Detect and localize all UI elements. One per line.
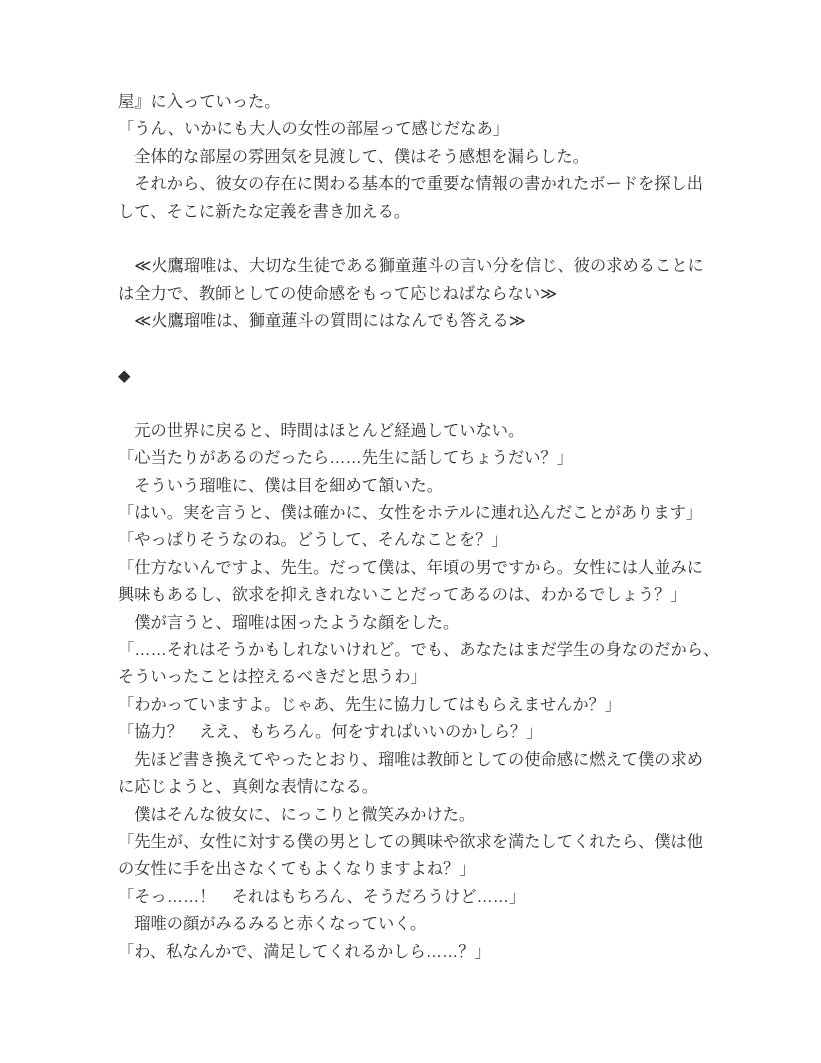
text-line: 元の世界に戻ると、時間はほとんど経過していない。 bbox=[118, 421, 525, 440]
text-line: して、そこに新たな定義を書き加える。 bbox=[118, 202, 411, 221]
page-text-column bbox=[118, 89, 718, 966]
text-line: の女性に手を出さなくてもよくなりますよね？」 bbox=[118, 860, 476, 879]
text-line: ≪火鷹瑠唯は、獅童蓮斗の質問にはなんでも答える≫ bbox=[118, 312, 526, 331]
text-line: は全力で、教師としての使命感をもって応じねばならない≫ bbox=[118, 284, 558, 303]
text-line: そういう瑠唯に、僕は目を細めて頷いた。 bbox=[118, 476, 443, 495]
text-line: 「うん、いかにも大人の女性の部屋って感じだなあ」 bbox=[118, 120, 509, 139]
text-line: 「わかっていますよ。じゃあ、先生に協力してはもらえませんか？」 bbox=[118, 695, 622, 714]
text-line: そういったことは控えるべきだと思うわ」 bbox=[118, 668, 427, 687]
text-line: 先ほど書き換えてやったとおり、瑠唯は教師としての使命感に燃えて僕の求め bbox=[118, 750, 703, 769]
blank-line bbox=[118, 336, 718, 363]
text-line: 瑠唯の顔がみるみると赤くなっていく。 bbox=[118, 915, 427, 934]
text-line: 「そっ……！ それはもちろん、そうだろうけど……」 bbox=[118, 887, 526, 906]
blank-line bbox=[118, 226, 718, 253]
text-line: 僕が言うと、瑠唯は困ったような顔をした。 bbox=[118, 613, 460, 632]
text-line: それから、彼女の存在に関わる基本的で重要な情報の書かれたボードを探し出 bbox=[118, 175, 703, 194]
text-line: 屋』に入っていった。 bbox=[118, 93, 281, 111]
text-line: 興味もあるし、欲求を抑えきれないことだってあるのは、わかるでしょう？」 bbox=[118, 586, 687, 605]
text-line: 「協力？ ええ、もちろん。何をすればいいのかしら？」 bbox=[118, 723, 543, 742]
text-line: 「……それはそうかもしれないけれど。でも、あなたはまだ学生の身なのだから、 bbox=[118, 641, 720, 660]
text-line: 「先生が、女性に対する僕の男としての興味や欲求を満たしてくれたら、僕は他 bbox=[118, 832, 703, 851]
blank-line bbox=[118, 390, 718, 417]
text-line: 「心当たりがあるのだったら……先生に話してちょうだい？」 bbox=[118, 449, 573, 468]
text-line: 全体的な部屋の雰囲気を見渡して、僕はそう感想を漏らした。 bbox=[118, 147, 589, 166]
text-line: 「やっぱりそうなのね。どうして、そんなことを？」 bbox=[118, 531, 508, 550]
text-line: 「仕方ないんですよ、先生。だって僕は、年頃の男ですから。女性には人並みに bbox=[118, 558, 703, 577]
text-line: 「わ、私なんかで、満足してくれるかしら……？」 bbox=[118, 942, 491, 961]
section-break-marker: ◆ bbox=[118, 367, 131, 386]
text-line: ≪火鷹瑠唯は、大切な生徒である獅童蓮斗の言い分を信じ、彼の求めることに bbox=[118, 257, 704, 276]
text-line: 僕はそんな彼女に、にっこりと微笑みかけた。 bbox=[118, 805, 476, 824]
text-line: に応じようと、真剣な表情になる。 bbox=[118, 778, 378, 797]
text-line: 「はい。実を言うと、僕は確かに、女性をホテルに連れ込んだことがあります」 bbox=[118, 504, 703, 523]
